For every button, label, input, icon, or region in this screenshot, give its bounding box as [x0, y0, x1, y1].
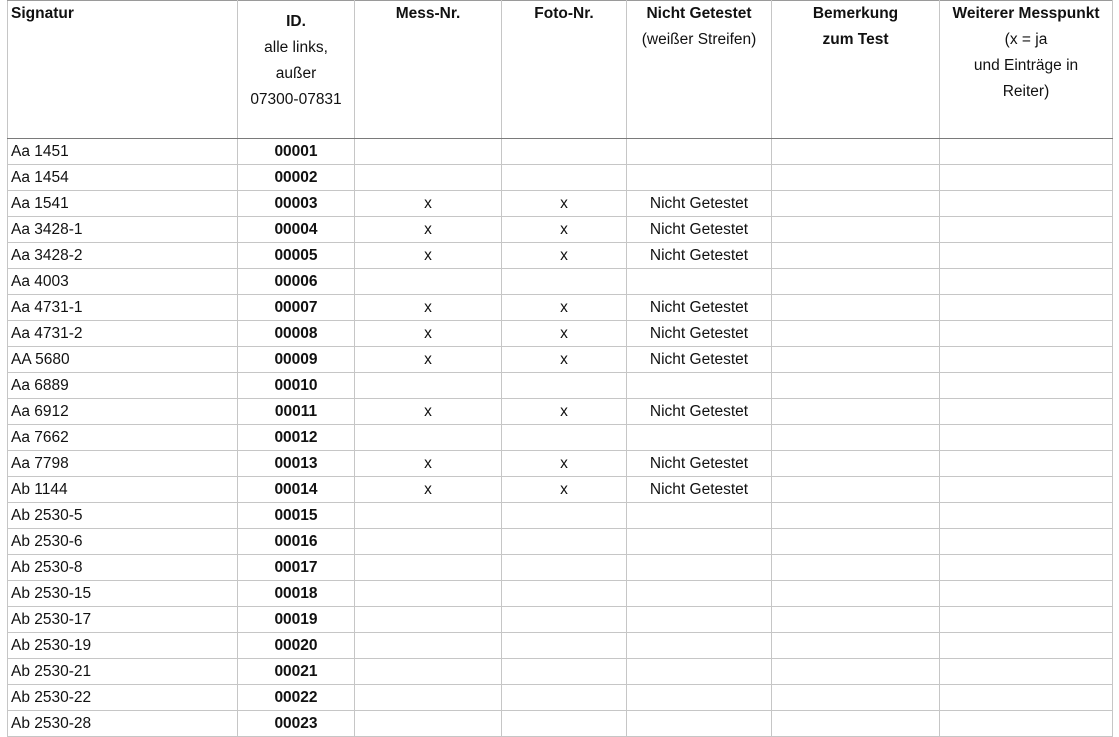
cell-weiterer[interactable]	[940, 165, 1113, 191]
cell-id[interactable]: 00007	[238, 295, 355, 321]
cell-id[interactable]: 00008	[238, 321, 355, 347]
cell-nicht[interactable]: Nicht Getestet	[627, 347, 772, 373]
cell-signatur[interactable]: Ab 2530-17	[8, 607, 238, 633]
cell-mess[interactable]	[355, 711, 502, 737]
cell-nicht[interactable]	[627, 659, 772, 685]
cell-weiterer[interactable]	[940, 373, 1113, 399]
cell-signatur[interactable]: Aa 7798	[8, 451, 238, 477]
cell-bemerkung[interactable]	[772, 269, 940, 295]
cell-bemerkung[interactable]	[772, 529, 940, 555]
cell-mess[interactable]	[355, 685, 502, 711]
cell-bemerkung[interactable]	[772, 399, 940, 425]
header-weiterer-messpunkt[interactable]	[940, 1, 1113, 139]
cell-signatur[interactable]: Aa 3428-2	[8, 243, 238, 269]
cell-nicht[interactable]: Nicht Getestet	[627, 217, 772, 243]
cell-nicht[interactable]	[627, 373, 772, 399]
cell-mess[interactable]	[355, 139, 502, 165]
cell-nicht[interactable]: Nicht Getestet	[627, 295, 772, 321]
cell-nicht[interactable]	[627, 529, 772, 555]
cell-mess[interactable]: x	[355, 295, 502, 321]
cell-foto[interactable]	[502, 581, 627, 607]
cell-foto[interactable]: x	[502, 451, 627, 477]
table-row	[8, 581, 1113, 607]
cell-foto[interactable]	[502, 711, 627, 737]
cell-foto[interactable]: x	[502, 347, 627, 373]
cell-weiterer[interactable]	[940, 607, 1113, 633]
cell-bemerkung[interactable]	[772, 607, 940, 633]
cell-bemerkung[interactable]	[772, 633, 940, 659]
cell-mess[interactable]	[355, 581, 502, 607]
cell-signatur[interactable]: Aa 4731-1	[8, 295, 238, 321]
cell-bemerkung[interactable]	[772, 659, 940, 685]
table-row	[8, 425, 1113, 451]
cell-mess[interactable]	[355, 607, 502, 633]
cell-weiterer[interactable]	[940, 217, 1113, 243]
cell-foto[interactable]	[502, 373, 627, 399]
table-row	[8, 711, 1113, 737]
cell-foto[interactable]: x	[502, 321, 627, 347]
cell-id[interactable]: 00017	[238, 555, 355, 581]
cell-nicht[interactable]: Nicht Getestet	[627, 399, 772, 425]
cell-signatur[interactable]: Ab 2530-15	[8, 581, 238, 607]
cell-mess[interactable]: x	[355, 243, 502, 269]
table-row	[8, 555, 1113, 581]
table-row	[8, 139, 1113, 165]
cell-foto[interactable]	[502, 529, 627, 555]
cell-bemerkung[interactable]	[772, 581, 940, 607]
cell-signatur[interactable]: Ab 2530-21	[8, 659, 238, 685]
header-id[interactable]	[238, 1, 355, 139]
header-nicht-getestet-note: (weißer Streifen)	[641, 31, 757, 48]
header-foto-title: Foto-Nr.	[534, 5, 594, 22]
cell-bemerkung[interactable]	[772, 711, 940, 737]
table-row	[8, 399, 1113, 425]
header-bemerkung-title-2: zum Test	[822, 31, 889, 48]
cell-nicht[interactable]	[627, 555, 772, 581]
cell-weiterer[interactable]	[940, 503, 1113, 529]
cell-signatur[interactable]: Ab 1144	[8, 477, 238, 503]
table-row	[8, 269, 1113, 295]
cell-weiterer[interactable]	[940, 243, 1113, 269]
cell-weiterer[interactable]	[940, 269, 1113, 295]
cell-nicht[interactable]	[627, 503, 772, 529]
cell-weiterer[interactable]	[940, 425, 1113, 451]
cell-signatur[interactable]: Aa 4003	[8, 269, 238, 295]
cell-bemerkung[interactable]	[772, 425, 940, 451]
table-row	[8, 295, 1113, 321]
cell-id[interactable]: 00018	[238, 581, 355, 607]
table-row	[8, 607, 1113, 633]
cell-bemerkung[interactable]	[772, 373, 940, 399]
cell-mess[interactable]: x	[355, 217, 502, 243]
table-row	[8, 217, 1113, 243]
cell-id[interactable]: 00015	[238, 503, 355, 529]
header-nicht-getestet-title: Nicht Getestet	[646, 5, 752, 22]
cell-mess[interactable]	[355, 165, 502, 191]
table-row	[8, 321, 1113, 347]
spreadsheet-table	[7, 0, 1113, 737]
table-row	[8, 477, 1113, 503]
cell-id[interactable]: 00023	[238, 711, 355, 737]
cell-mess[interactable]: x	[355, 347, 502, 373]
cell-weiterer[interactable]	[940, 139, 1113, 165]
cell-mess[interactable]	[355, 373, 502, 399]
header-foto[interactable]	[502, 1, 627, 139]
cell-foto[interactable]	[502, 685, 627, 711]
cell-weiterer[interactable]	[940, 529, 1113, 555]
header-row	[8, 1, 1113, 139]
cell-id[interactable]: 00022	[238, 685, 355, 711]
cell-signatur[interactable]: Ab 2530-6	[8, 529, 238, 555]
header-weiterer-note-2: und Einträge in	[973, 57, 1079, 74]
cell-foto[interactable]: x	[502, 217, 627, 243]
header-weiterer-title: Weiterer Messpunkt	[952, 5, 1100, 22]
cell-nicht[interactable]: Nicht Getestet	[627, 477, 772, 503]
header-weiterer-note-1: (x = ja	[1004, 31, 1048, 48]
header-signatur-title: Signatur	[11, 5, 74, 22]
table-row	[8, 451, 1113, 477]
table-row	[8, 503, 1113, 529]
cell-mess[interactable]: x	[355, 399, 502, 425]
cell-signatur[interactable]: Aa 4731-2	[8, 321, 238, 347]
cell-weiterer[interactable]	[940, 659, 1113, 685]
cell-weiterer[interactable]	[940, 685, 1113, 711]
cell-bemerkung[interactable]	[772, 685, 940, 711]
cell-id[interactable]: 00005	[238, 243, 355, 269]
cell-mess[interactable]	[355, 529, 502, 555]
cell-signatur[interactable]: Aa 1454	[8, 165, 238, 191]
cell-nicht[interactable]	[627, 165, 772, 191]
cell-foto[interactable]	[502, 503, 627, 529]
cell-bemerkung[interactable]	[772, 139, 940, 165]
cell-nicht[interactable]	[627, 425, 772, 451]
cell-nicht[interactable]: Nicht Getestet	[627, 451, 772, 477]
cell-signatur[interactable]: Aa 6889	[8, 373, 238, 399]
cell-signatur[interactable]: Aa 7662	[8, 425, 238, 451]
cell-signatur[interactable]: AA 5680	[8, 347, 238, 373]
cell-mess[interactable]	[355, 503, 502, 529]
cell-foto[interactable]: x	[502, 295, 627, 321]
cell-nicht[interactable]	[627, 607, 772, 633]
cell-weiterer[interactable]	[940, 321, 1113, 347]
header-bemerkung[interactable]	[772, 1, 940, 139]
cell-id[interactable]: 00006	[238, 269, 355, 295]
cell-signatur[interactable]: Ab 2530-19	[8, 633, 238, 659]
cell-signatur[interactable]: Ab 2530-28	[8, 711, 238, 737]
cell-bemerkung[interactable]	[772, 321, 940, 347]
table-row	[8, 191, 1113, 217]
cell-nicht[interactable]	[627, 139, 772, 165]
header-mess[interactable]	[355, 1, 502, 139]
cell-weiterer[interactable]	[940, 477, 1113, 503]
header-id-note-3: 07300-07831	[250, 91, 342, 108]
cell-foto[interactable]	[502, 607, 627, 633]
table-row	[8, 529, 1113, 555]
cell-bemerkung[interactable]	[772, 451, 940, 477]
cell-weiterer[interactable]	[940, 451, 1113, 477]
cell-bemerkung[interactable]	[772, 217, 940, 243]
cell-id[interactable]: 00019	[238, 607, 355, 633]
cell-bemerkung[interactable]	[772, 165, 940, 191]
cell-nicht[interactable]: Nicht Getestet	[627, 321, 772, 347]
cell-id[interactable]: 00016	[238, 529, 355, 555]
header-nicht-getestet[interactable]	[627, 1, 772, 139]
cell-signatur[interactable]: Ab 2530-5	[8, 503, 238, 529]
cell-bemerkung[interactable]	[772, 243, 940, 269]
cell-mess[interactable]: x	[355, 321, 502, 347]
cell-signatur[interactable]: Aa 6912	[8, 399, 238, 425]
cell-bemerkung[interactable]	[772, 503, 940, 529]
cell-weiterer[interactable]	[940, 295, 1113, 321]
table-row	[8, 243, 1113, 269]
cell-id[interactable]: 00001	[238, 139, 355, 165]
cell-mess[interactable]	[355, 659, 502, 685]
header-bemerkung-title: Bemerkung	[812, 5, 899, 22]
cell-mess[interactable]	[355, 269, 502, 295]
table-row	[8, 685, 1113, 711]
table-row	[8, 633, 1113, 659]
cell-foto[interactable]	[502, 633, 627, 659]
table-row	[8, 165, 1113, 191]
table-row	[8, 659, 1113, 685]
cell-foto[interactable]: x	[502, 477, 627, 503]
cell-signatur[interactable]: Aa 3428-1	[8, 217, 238, 243]
cell-id[interactable]: 00012	[238, 425, 355, 451]
cell-id[interactable]: 00014	[238, 477, 355, 503]
cell-nicht[interactable]	[627, 633, 772, 659]
cell-bemerkung[interactable]	[772, 295, 940, 321]
header-id-note-2: außer	[275, 65, 317, 82]
cell-mess[interactable]	[355, 633, 502, 659]
cell-nicht[interactable]	[627, 581, 772, 607]
cell-weiterer[interactable]	[940, 581, 1113, 607]
header-mess-title: Mess-Nr.	[395, 5, 461, 22]
cell-foto[interactable]	[502, 139, 627, 165]
cell-foto[interactable]	[502, 555, 627, 581]
header-weiterer-note-3: Reiter)	[1002, 83, 1050, 100]
cell-weiterer[interactable]	[940, 711, 1113, 737]
cell-weiterer[interactable]	[940, 191, 1113, 217]
cell-foto[interactable]	[502, 165, 627, 191]
cell-bemerkung[interactable]	[772, 477, 940, 503]
cell-nicht[interactable]	[627, 269, 772, 295]
cell-bemerkung[interactable]	[772, 191, 940, 217]
cell-foto[interactable]: x	[502, 191, 627, 217]
cell-nicht[interactable]: Nicht Getestet	[627, 243, 772, 269]
cell-foto[interactable]: x	[502, 243, 627, 269]
cell-id[interactable]: 00009	[238, 347, 355, 373]
cell-mess[interactable]: x	[355, 191, 502, 217]
cell-signatur[interactable]: Ab 2530-8	[8, 555, 238, 581]
cell-foto[interactable]	[502, 269, 627, 295]
cell-mess[interactable]: x	[355, 477, 502, 503]
cell-id[interactable]: 00020	[238, 633, 355, 659]
cell-foto[interactable]	[502, 659, 627, 685]
table-row	[8, 373, 1113, 399]
cell-id[interactable]: 00004	[238, 217, 355, 243]
header-id-title: ID.	[286, 13, 306, 30]
header-signatur[interactable]	[8, 1, 238, 139]
cell-mess[interactable]: x	[355, 451, 502, 477]
table-row	[8, 347, 1113, 373]
cell-mess[interactable]	[355, 555, 502, 581]
cell-weiterer[interactable]	[940, 555, 1113, 581]
cell-bemerkung[interactable]	[772, 347, 940, 373]
cell-foto[interactable]	[502, 425, 627, 451]
cell-signatur[interactable]: Aa 1541	[8, 191, 238, 217]
cell-nicht[interactable]	[627, 685, 772, 711]
cell-nicht[interactable]	[627, 711, 772, 737]
cell-signatur[interactable]: Ab 2530-22	[8, 685, 238, 711]
cell-nicht[interactable]: Nicht Getestet	[627, 191, 772, 217]
cell-weiterer[interactable]	[940, 399, 1113, 425]
cell-id[interactable]: 00002	[238, 165, 355, 191]
cell-id[interactable]: 00013	[238, 451, 355, 477]
cell-id[interactable]: 00011	[238, 399, 355, 425]
cell-signatur[interactable]: Aa 1451	[8, 139, 238, 165]
cell-mess[interactable]	[355, 425, 502, 451]
cell-id[interactable]: 00003	[238, 191, 355, 217]
cell-bemerkung[interactable]	[772, 555, 940, 581]
cell-weiterer[interactable]	[940, 633, 1113, 659]
cell-weiterer[interactable]	[940, 347, 1113, 373]
cell-id[interactable]: 00010	[238, 373, 355, 399]
cell-foto[interactable]: x	[502, 399, 627, 425]
cell-id[interactable]: 00021	[238, 659, 355, 685]
header-id-note-1: alle links,	[264, 39, 328, 56]
